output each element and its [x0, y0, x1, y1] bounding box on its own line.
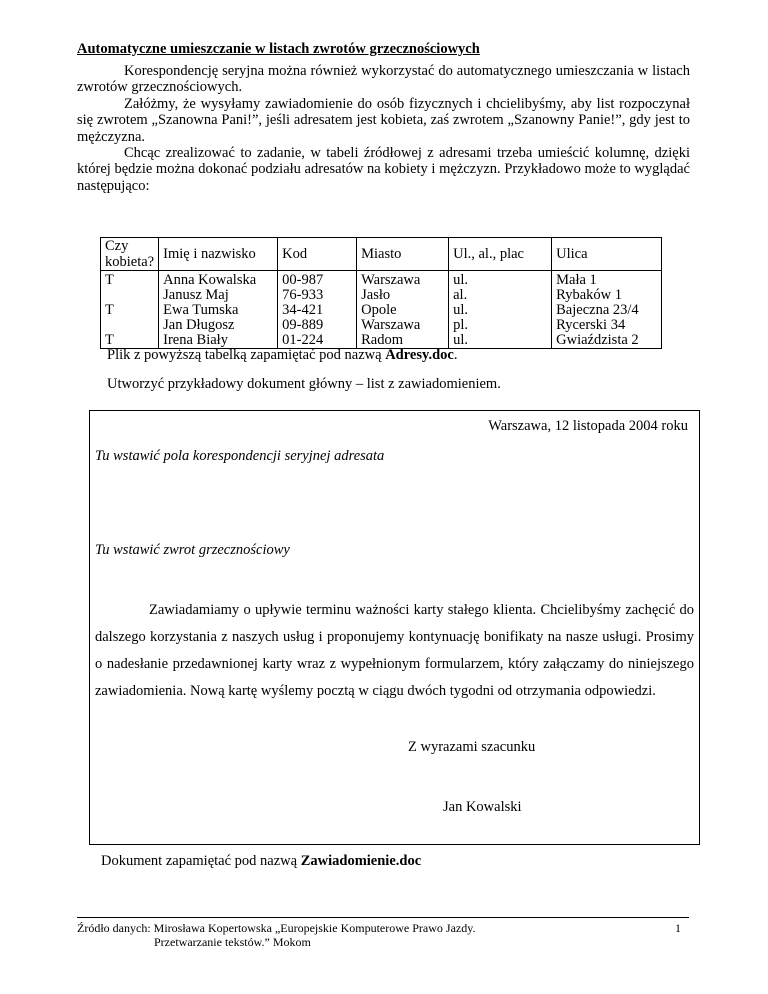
cell-street: Mała 1 [552, 271, 662, 289]
cell-street-type: pl. [449, 318, 552, 333]
address-fields-placeholder: Tu wstawić pola korespondencji seryjnej adresata [95, 448, 385, 464]
cell-is-woman [101, 318, 159, 333]
cell-city: Jasło [357, 288, 449, 303]
letter-body: Zawiadamiamy o upływie terminu ważności karty stałego klienta. Chcielibyśmy zachęcić do dalszego korzystania z naszych usług i proponujemy kontynuację bonifikaty na nasze usługi. Prosimy o nadesłanie przedawnionej karty wraz z wypełnionym formularzem, który załączamy do niniejszego zawiadomienia. Nową kartę wyślemy pocztą w ciągu dwóch tygodni od otrzymania odpowiedzi. [95, 602, 694, 699]
column-header-city: Miasto [357, 238, 449, 271]
cell-street: Bajeczna 23/4 [552, 303, 662, 318]
column-header-is-woman: Czy kobieta? [101, 238, 159, 271]
footer-source [77, 921, 475, 949]
cell-street: Rycerski 34 [552, 318, 662, 333]
cell-city: Warszawa [357, 318, 449, 333]
table-row [101, 303, 662, 318]
cell-street-type: ul. [449, 333, 552, 349]
cell-code: 34-421 [278, 303, 357, 318]
intro-text [77, 63, 690, 194]
column-header-street: Ulica [552, 238, 662, 271]
letter-signature: Jan Kowalski [443, 799, 522, 815]
letter-frame [89, 410, 700, 845]
save-note-filename: Adresy.doc [385, 347, 454, 363]
save-note-text: Plik z powyższą tabelką zapamiętać pod nazwą [107, 347, 386, 363]
letter-closing: Z wyrazami szacunku [408, 739, 536, 755]
cell-city: Radom [357, 333, 449, 349]
cell-city: Warszawa [357, 271, 449, 289]
column-header-name: Imię i nazwisko [159, 238, 278, 271]
cell-name: Irena Biały [159, 333, 278, 349]
cell-code: 09-889 [278, 318, 357, 333]
cell-street-type: ul. [449, 303, 552, 318]
intro-paragraph-1: Korespondencję seryjna można również wykorzystać do automatycznego umieszczania w listach zwrotów grzecznościowych. [77, 63, 690, 96]
footer-source-line-1: Źródło danych: Mirosława Kopertowska „Europejskie Komputerowe Prawo Jazdy. [77, 921, 476, 935]
footer-divider [77, 917, 689, 918]
save-document-note [101, 853, 421, 869]
column-header-code: Kod [278, 238, 357, 271]
letter-date: Warszawa, 12 listopada 2004 roku [488, 418, 688, 434]
final-note-filename: Zawiadomienie.doc [300, 853, 422, 869]
cell-name: Janusz Maj [159, 288, 278, 303]
table-header-row [101, 238, 662, 271]
cell-code: 01-224 [278, 333, 357, 349]
save-note-suffix: . [453, 347, 458, 363]
page-heading: Automatyczne umieszczanie w listach zwrotów grzecznościowych [77, 41, 480, 57]
cell-name: Anna Kowalska [159, 271, 278, 289]
final-note-text: Dokument zapamiętać pod nazwą [101, 853, 301, 869]
cell-is-woman: T [101, 271, 159, 289]
greeting-placeholder: Tu wstawić zwrot grzecznościowy [95, 542, 290, 558]
intro-paragraph-3: Chcąc zrealizować to zadanie, w tabeli źródłowej z adresami trzeba umieścić kolumnę, dzięki której będzie można dokonać podziału adresatów na kobiety i mężczyzn. Przykładowo może to wyglądać następująco: [77, 145, 690, 194]
save-table-note [107, 347, 457, 363]
cell-code: 76-933 [278, 288, 357, 303]
cell-city: Opole [357, 303, 449, 318]
cell-street: Rybaków 1 [552, 288, 662, 303]
table-row [101, 271, 662, 289]
cell-street-type: ul. [449, 271, 552, 289]
table-row [101, 288, 662, 303]
table-row [101, 318, 662, 333]
cell-name: Ewa Tumska [159, 303, 278, 318]
cell-is-woman [101, 288, 159, 303]
column-header-street-type: Ul., al., plac [449, 238, 552, 271]
create-document-note: Utworzyć przykładowy dokument główny – list z zawiadomieniem. [107, 376, 501, 392]
intro-paragraph-2: Załóżmy, że wysyłamy zawiadomienie do osób fizycznych i chcielibyśmy, aby list rozpoczynał się zwrotem „Szanowna Pani!”, jeśli adresatem jest kobieta, zaś zwrotem „Szanowny Panie!”, gdy jest to mężczyzna. [77, 95, 690, 145]
cell-code: 00-987 [278, 271, 357, 289]
footer-source-line-2: Przetwarzanie tekstów.” Mokom [154, 935, 311, 949]
cell-name: Jan Długosz [159, 318, 278, 333]
address-table [100, 237, 662, 349]
cell-street-type: al. [449, 288, 552, 303]
cell-is-woman: T [101, 333, 159, 349]
page-number: 1 [675, 921, 681, 935]
cell-is-woman: T [101, 303, 159, 318]
cell-street: Gwiaździsta 2 [552, 333, 662, 349]
